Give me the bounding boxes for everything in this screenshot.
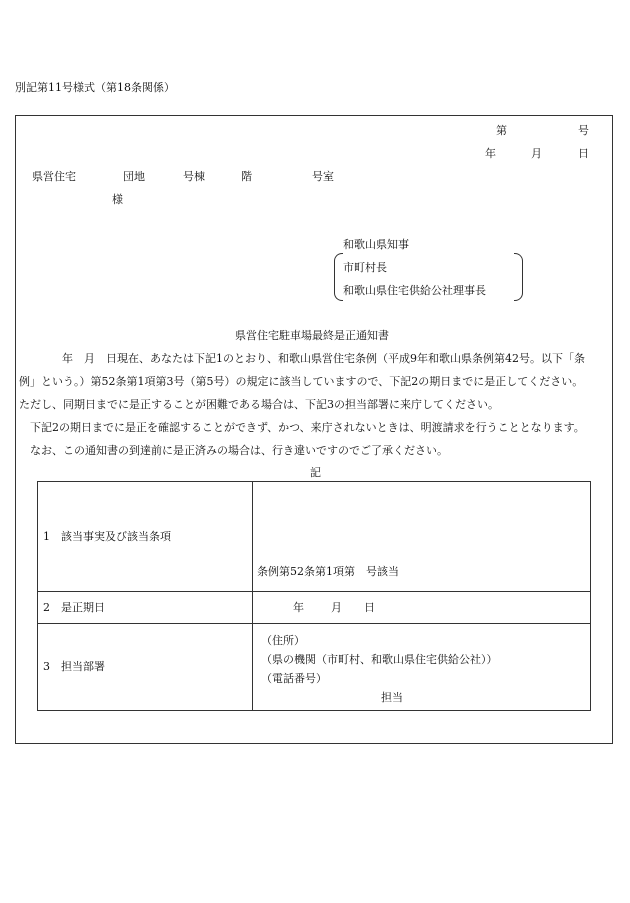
address-goto: 号棟 [183,170,205,183]
row2-day: 日 [364,601,375,614]
number-go: 号 [578,124,589,137]
address-danchi: 団地 [123,170,145,183]
row1-label: 1 該当事実及び該当条項 [38,482,253,592]
addressee-sama: 様 [112,193,123,206]
address-jutaku: 県営住宅 [32,170,76,183]
table-row [38,592,591,624]
row2-year: 年 [293,601,304,614]
row2-value-cell [253,592,591,624]
table-row [38,482,591,592]
date-day: 日 [578,147,589,160]
row1-value-cell [253,482,591,592]
left-bracket [334,253,343,301]
ki-heading: 記 [310,466,321,479]
issuer-governor: 和歌山県知事 [343,238,409,251]
number-dai: 第 [496,124,507,137]
row3-agency: （県の機関（市町村、和歌山県住宅供給公社）） [261,653,498,666]
body-line-4: 下記2の期日までに是正を確認することができず、かつ、来庁されないときは、明渡請求を行うこととなります。 [30,421,585,434]
row1-value: 条例第52条第1項第 号該当 [257,565,399,578]
row3-label: 3 担当部署 [38,624,253,711]
body-line-5: なお、この通知書の到達前に是正済みの場合は、行き違いですのでご了承ください。 [30,444,448,457]
body-line-3: ただし、同期日までに是正することが困難である場合は、下記3の担当部署に来庁してください。 [19,398,499,411]
issuer-corporation: 和歌山県住宅供給公社理事長 [343,284,486,297]
address-goshitsu: 号室 [312,170,334,183]
row3-tanto: 担当 [381,691,403,704]
issuer-mayor: 市町村長 [343,261,387,274]
row2-label: 2 是正期日 [38,592,253,624]
document-title: 県営住宅駐車場最終是正通知書 [235,329,389,342]
form-label: 別記第11号様式（第18条関係） [15,81,175,94]
address-kai: 階 [241,170,252,183]
row3-address: （住所） [261,634,305,647]
row3-phone: （電話番号） [261,672,327,685]
right-bracket [514,253,523,301]
body-line-1: 年 月 日現在、あなたは下記1のとおり、和歌山県営住宅条例（平成9年和歌山県条例第42号。以下「条 [62,352,585,365]
date-month: 月 [531,147,542,160]
row2-month: 月 [331,601,342,614]
row3-value-cell [253,624,591,711]
body-line-2: 例」という。）第52条第1項第3号（第5号）の規定に該当していますので、下記2の期日までに是正してください。 [19,375,584,388]
date-year: 年 [485,147,496,160]
details-table [37,481,591,711]
table-row [38,624,591,711]
